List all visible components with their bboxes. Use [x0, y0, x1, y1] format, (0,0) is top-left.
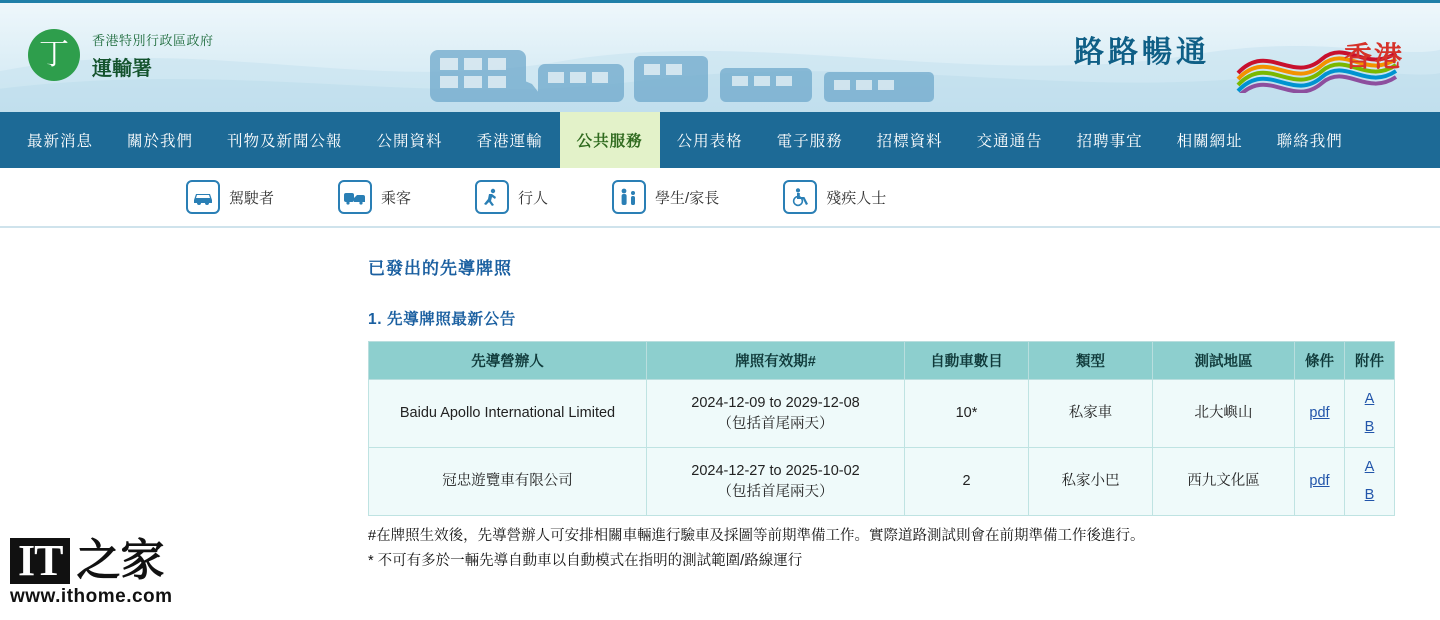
watermark-url: www.ithome.com: [10, 586, 173, 607]
column-header-validity: 牌照有效期#: [647, 342, 905, 380]
nav-item-hk-transport[interactable]: 香港運輸: [476, 133, 543, 150]
conditions-pdf-link[interactable]: pdf: [1309, 473, 1330, 490]
footnote-hash: #在牌照生效後，先導營辦人可安排相關車輛進行驗車及採圖等前期準備工作。實際道路測試則會在前期準備工作後進行。: [368, 528, 1145, 545]
hong-kong-brand-logo: [1234, 29, 1404, 93]
table-footnotes: [368, 524, 1440, 573]
subnav-label-passengers: 乘客: [381, 189, 412, 207]
nav-item-publications-press[interactable]: 刊物及新聞公報: [227, 133, 343, 150]
cell-conditions: [1295, 448, 1345, 516]
banner-slogan: 路路暢通: [1074, 36, 1210, 69]
column-header-attachments: 附件: [1345, 342, 1395, 380]
government-logo[interactable]: [28, 29, 214, 81]
cell-type: 私家小巴: [1029, 448, 1153, 516]
validity-dates: 2024-12-27 to 2025-10-02: [691, 462, 860, 479]
cell-validity: [647, 448, 905, 516]
subnav-item-passengers[interactable]: [338, 180, 411, 214]
attachment-link-b[interactable]: B: [1364, 487, 1375, 504]
td-emblem-icon: [28, 29, 80, 81]
page-title: 已發出的先導牌照: [368, 259, 512, 278]
table-row: [369, 448, 1395, 516]
wheelchair-icon: [783, 180, 817, 214]
cell-attachments: [1345, 448, 1395, 516]
nav-item-recruitment[interactable]: 招聘事宜: [1076, 133, 1143, 150]
ithome-watermark: [10, 535, 200, 608]
subnav-item-students-parents[interactable]: [612, 180, 719, 214]
subnav-label-pedestrians: 行人: [518, 189, 549, 207]
subnav-item-disabled-persons[interactable]: [783, 180, 886, 214]
nav-item-related-websites[interactable]: 相關網址: [1176, 133, 1243, 150]
pilot-licences-table: [368, 341, 1395, 516]
column-header-vehicle-count: 自動車數目: [905, 342, 1029, 380]
cell-operator: 冠忠遊覽車有限公司: [369, 448, 647, 516]
attachment-link-a[interactable]: A: [1364, 459, 1375, 476]
cell-conditions: [1295, 380, 1345, 448]
validity-note: （包括首尾兩天）: [717, 483, 834, 500]
attachment-link-b[interactable]: B: [1364, 419, 1375, 436]
cell-attachments: [1345, 380, 1395, 448]
watermark-it-mark: IT: [10, 538, 70, 584]
column-header-conditions: 條件: [1295, 342, 1345, 380]
cell-vehicle-count: 10*: [905, 380, 1029, 448]
column-header-type: 類型: [1029, 342, 1153, 380]
hong-kong-brand-text: 香港: [1343, 42, 1404, 73]
subnav-item-drivers[interactable]: [186, 180, 274, 214]
section-title: 1. 先導牌照最新公告: [368, 311, 516, 328]
td-emblem-glyph: 丁: [39, 38, 69, 71]
conditions-pdf-link[interactable]: pdf: [1309, 405, 1330, 421]
subnav-item-pedestrians[interactable]: [475, 180, 548, 214]
column-header-test-area: 測試地區: [1153, 342, 1295, 380]
nav-item-public-forms[interactable]: 公用表格: [676, 133, 743, 150]
cell-validity: [647, 380, 905, 448]
audience-subnavigation: [0, 168, 1440, 228]
attachment-link-a[interactable]: A: [1364, 391, 1375, 407]
subnav-label-drivers: 駕駛者: [229, 189, 275, 207]
cell-operator: Baidu Apollo International Limited: [369, 380, 647, 448]
vehicle-silhouettes: [420, 42, 1020, 112]
driver-icon: [186, 180, 220, 214]
nav-item-open-data[interactable]: 公開資料: [376, 133, 443, 150]
passenger-icon: [338, 180, 372, 214]
nav-item-about-us[interactable]: 關於我們: [127, 133, 194, 150]
government-name: 香港特別行政區政府: [92, 32, 214, 48]
watermark-cn-mark: 之家: [76, 535, 165, 585]
main-navigation: [0, 112, 1440, 168]
pedestrian-icon: [475, 180, 509, 214]
site-banner: [0, 0, 1440, 112]
nav-item-public-services[interactable]: 公共服務: [560, 112, 660, 168]
footnote-asterisk: * 不可有多於一輛先導自動車以自動模式在指明的測試範圍/路線運行: [368, 552, 803, 569]
subnav-label-disabled-persons: 殘疾人士: [826, 189, 887, 207]
nav-item-e-services[interactable]: 電子服務: [776, 133, 843, 150]
table-row: [369, 380, 1395, 448]
nav-item-contact-us[interactable]: 聯絡我們: [1276, 133, 1343, 150]
cell-type: 私家車: [1029, 380, 1153, 448]
validity-note: （包括首尾兩天）: [717, 415, 834, 432]
department-name: 運輸署: [92, 57, 152, 80]
nav-item-latest-news[interactable]: 最新消息: [27, 133, 94, 150]
nav-item-tenders[interactable]: 招標資料: [876, 133, 943, 150]
validity-dates: 2024-12-09 to 2029-12-08: [691, 394, 860, 411]
column-header-operator: 先導營辦人: [369, 342, 647, 380]
cell-test-area: 北大嶼山: [1153, 380, 1295, 448]
subnav-label-students-parents: 學生/家長: [655, 189, 720, 207]
table-header-row: [369, 342, 1395, 380]
main-content: [0, 228, 1440, 573]
nav-item-traffic-notices[interactable]: 交通通告: [976, 133, 1043, 150]
cell-vehicle-count: 2: [905, 448, 1029, 516]
student-parent-icon: [612, 180, 646, 214]
cell-test-area: 西九文化區: [1153, 448, 1295, 516]
